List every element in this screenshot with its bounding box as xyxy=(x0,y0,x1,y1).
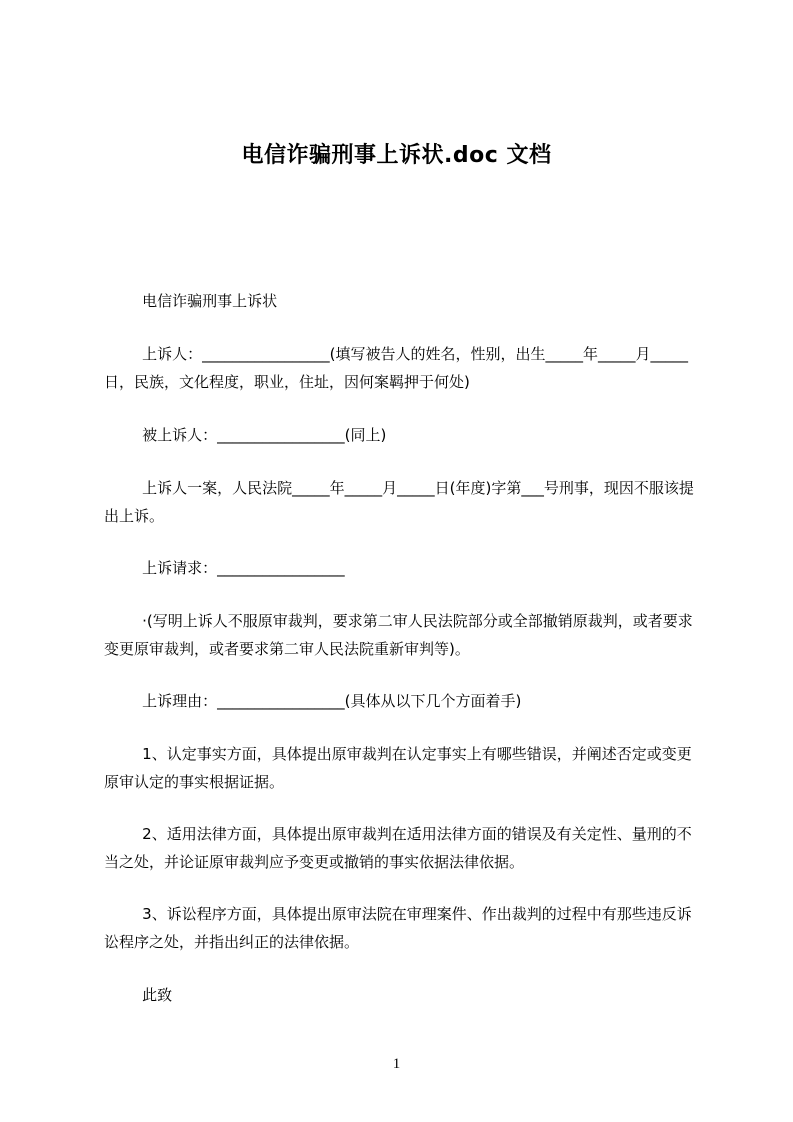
paragraph-request-detail: ·(写明上诉人不服原审裁判，要求第二审人民法院部分或全部撤销原裁判，或者要求变更原审裁判，或者要求第二审人民法院重新审判等)。 xyxy=(104,612,693,658)
paragraph-reason-law: 2、适用法律方面，具体提出原审裁判在适用法律方面的错误及有关定性、量刑的不当之处，并论证原审裁判应予变更或撤销的事实依据法律依据。 xyxy=(104,825,692,871)
paragraph-appellee: 被上诉人：_________________(同上) xyxy=(104,426,387,444)
paragraph-heading: 电信诈骗刑事上诉状 xyxy=(104,292,278,310)
paragraph-reason: 上诉理由：_________________(具体从以下几个方面着手) xyxy=(104,692,522,710)
paragraph-appellant: 上诉人：_________________(填写被告人的姓名，性别，出生_____年_____月_____日，民族，文化程度，职业，住址，因何案羁押于何处) xyxy=(104,345,689,391)
paragraph-reason-facts: 1、认定事实方面，具体提出原审裁判在认定事实上有哪些错误，并阐述否定或变更原审认定的事实根据证据。 xyxy=(104,745,692,791)
paragraph-request: 上诉请求：_________________ xyxy=(104,559,345,577)
paragraph-case: 上诉人一案，人民法院_____年_____月_____日(年度)字第___号刑事，现因不服该提出上诉。 xyxy=(104,479,694,525)
document-title: 电信诈骗刑事上诉状.doc 文档 xyxy=(241,143,552,168)
paragraph-closing: 此致 xyxy=(104,986,173,1004)
paragraph-reason-procedure: 3、诉讼程序方面，具体提出原审法院在审理案件、作出裁判的过程中有那些违反诉讼程序之处，并指出纠正的法律依据。 xyxy=(104,905,692,951)
page-number: 1 xyxy=(392,1056,401,1072)
